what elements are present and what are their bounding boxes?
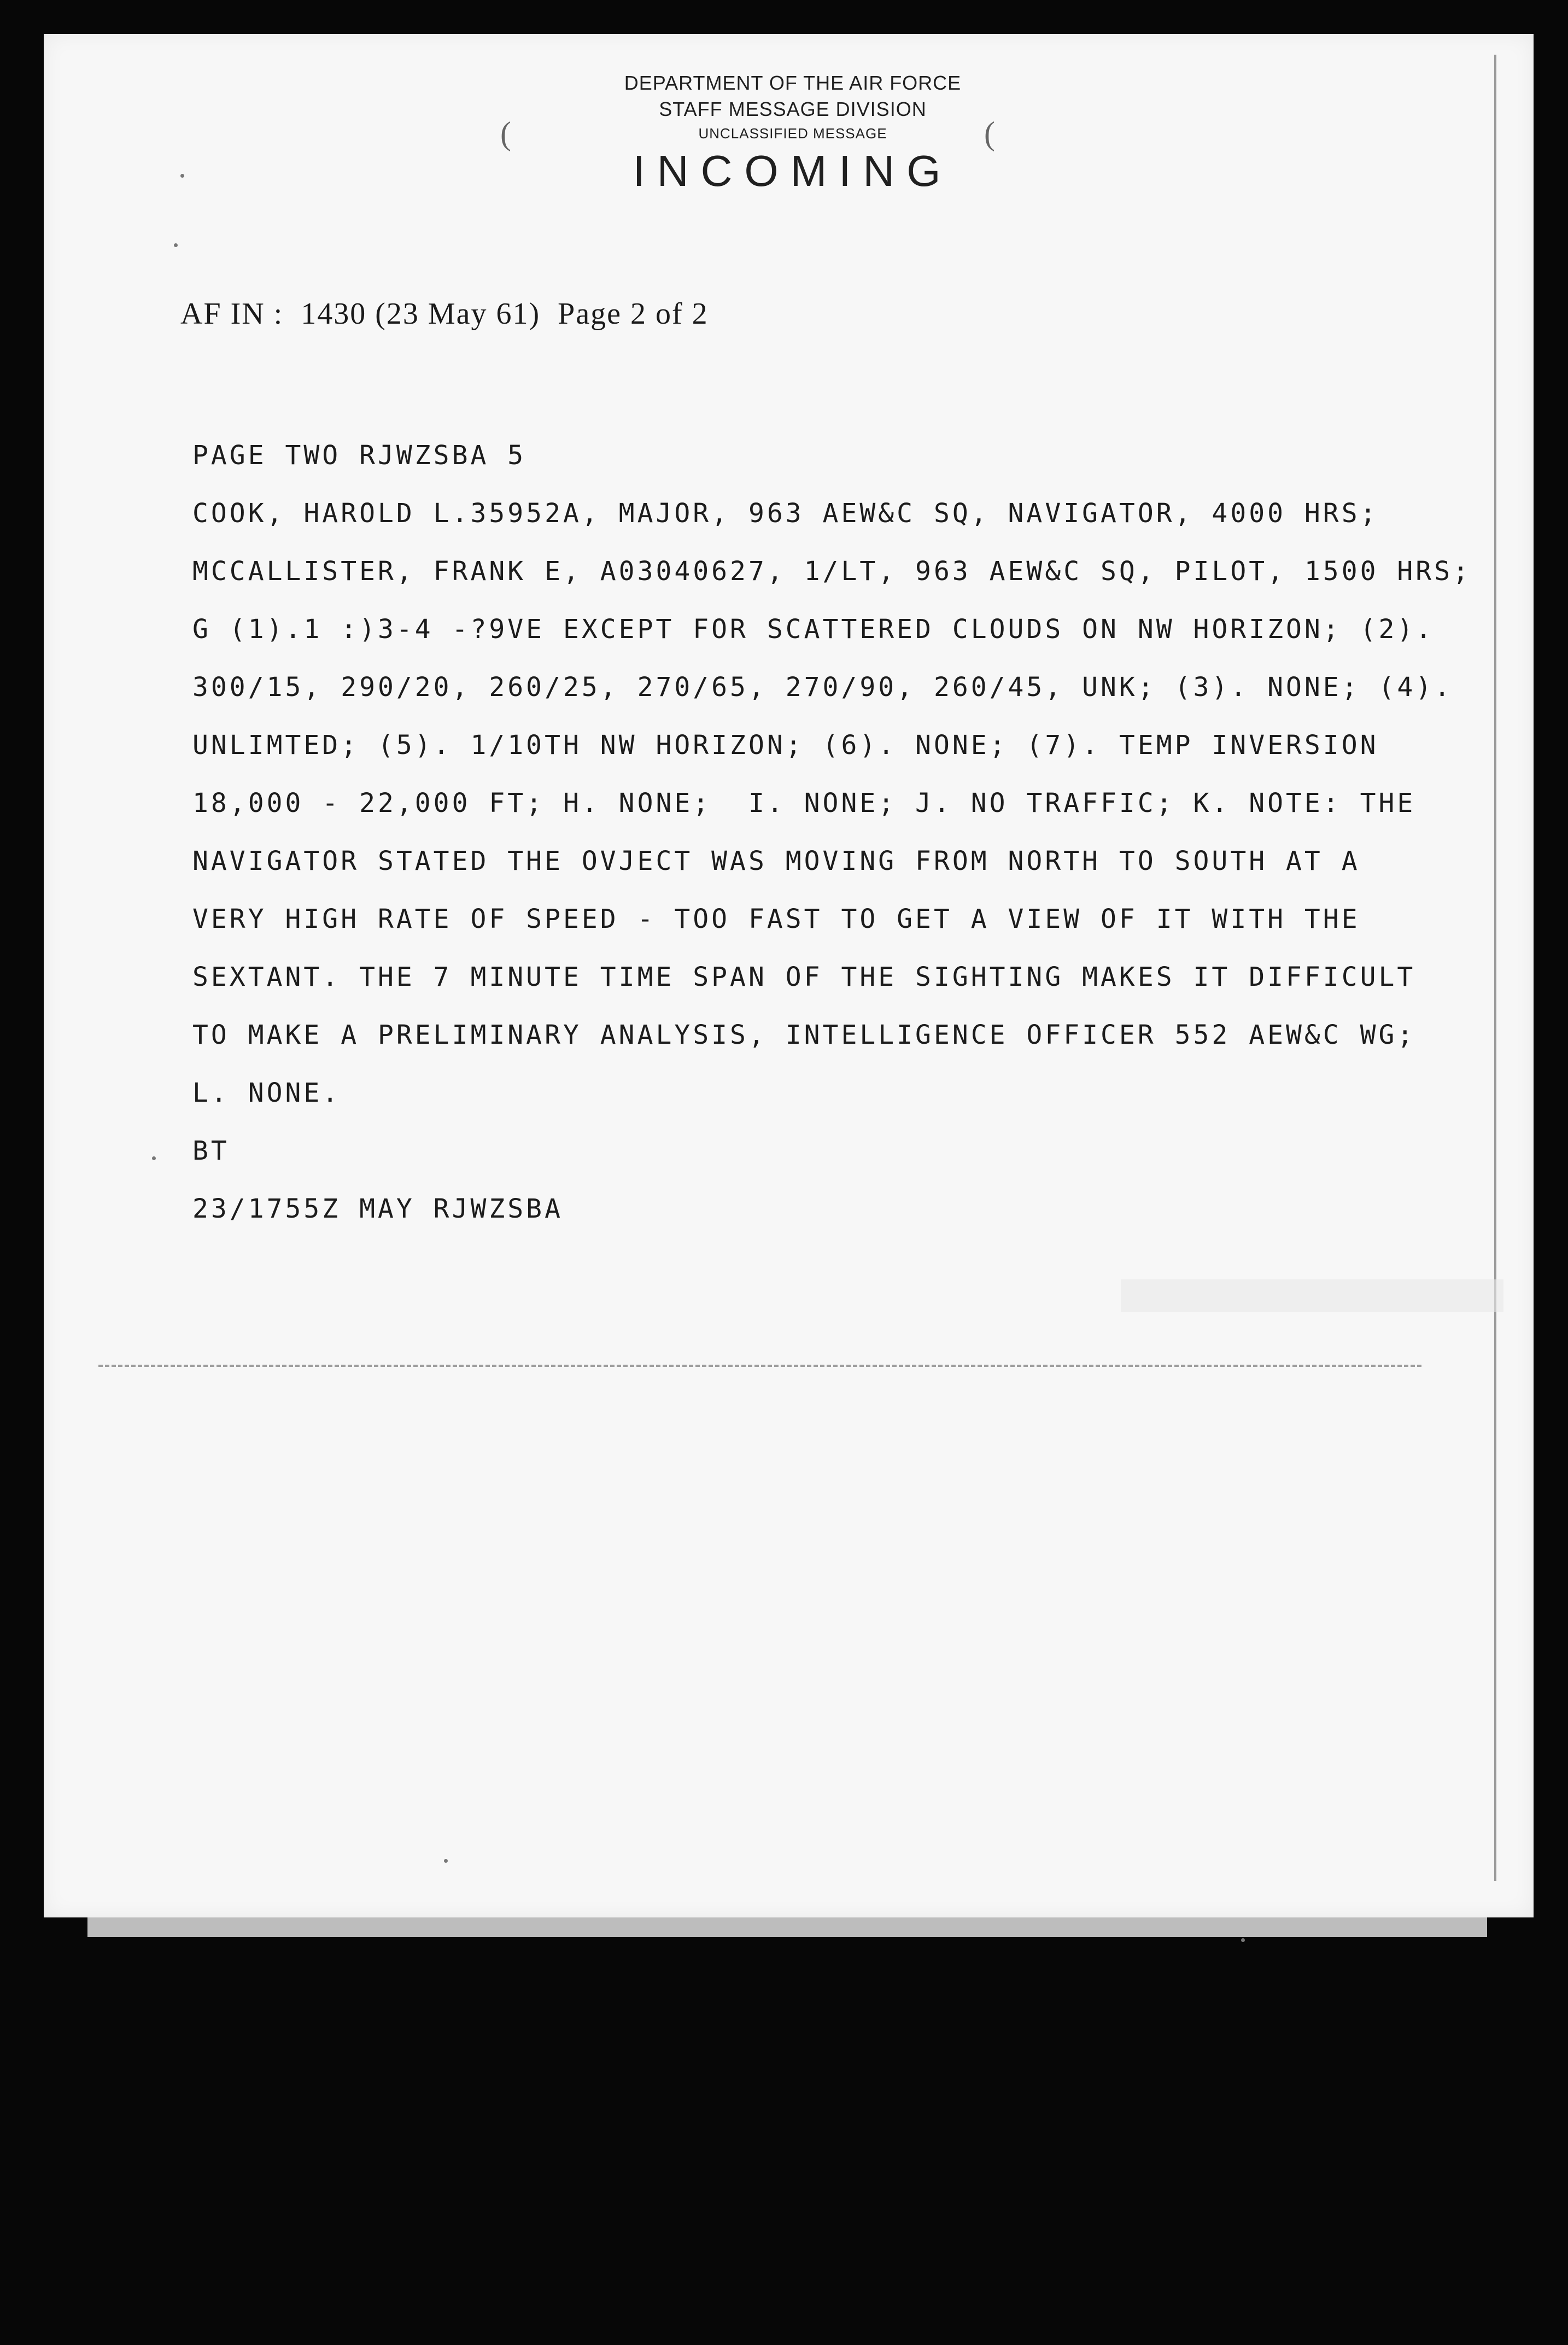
body-line: TO MAKE A PRELIMINARY ANALYSIS, INTELLIGENCE OFFICER 552 AEW&C WG;	[192, 1020, 1416, 1050]
body-line: G (1).1 :)3-4 -?9VE EXCEPT FOR SCATTERED CLOUDS ON NW HORIZON; (2).	[192, 614, 1435, 645]
smudge-mark	[1121, 1279, 1503, 1312]
speck	[180, 174, 184, 178]
sheet-shadow	[87, 1916, 1487, 1937]
body-line: SEXTANT. THE 7 MINUTE TIME SPAN OF THE SIGHTING MAKES IT DIFFICULT	[192, 962, 1416, 992]
department-title: DEPARTMENT OF THE AIR FORCE	[624, 72, 962, 94]
body-line: BT	[192, 1136, 230, 1166]
tear-line	[98, 1365, 1421, 1369]
body-line: COOK, HAROLD L.35952A, MAJOR, 963 AEW&C SQ, NAVIGATOR, 4000 HRS;	[192, 498, 1379, 529]
body-line: 18,000 - 22,000 FT; H. NONE; I. NONE; J. NO TRAFFIC; K. NOTE: THE	[192, 788, 1416, 818]
body-line: UNLIMTED; (5). 1/10TH NW HORIZON; (6). NONE; (7). TEMP INVERSION	[192, 730, 1379, 761]
message-body	[192, 426, 1494, 1238]
body-line: VERY HIGH RATE OF SPEED - TOO FAST TO GET A VIEW OF IT WITH THE	[192, 904, 1360, 934]
speck	[1241, 1938, 1245, 1942]
body-line: 23/1755Z MAY RJWZSBA	[192, 1194, 563, 1224]
body-line: NAVIGATOR STATED THE OVJECT WAS MOVING FROM NORTH TO SOUTH AT A	[192, 846, 1360, 876]
right-edge-rule	[1494, 55, 1496, 1881]
speck	[152, 1156, 156, 1160]
body-line: PAGE TWO RJWZSBA 5	[192, 440, 526, 471]
message-reference: AF IN : 1430 (23 May 61) Page 2 of 2	[180, 297, 709, 331]
body-line: MCCALLISTER, FRANK E, A03040627, 1/LT, 963 AEW&C SQ, PILOT, 1500 HRS;	[192, 556, 1471, 587]
speck	[444, 1859, 448, 1863]
right-paren-mark: (	[984, 115, 995, 151]
classification-label: UNCLASSIFIED MESSAGE	[698, 125, 887, 142]
speck	[174, 243, 178, 247]
body-line: L. NONE.	[192, 1078, 341, 1108]
direction-label: INCOMING	[633, 147, 953, 195]
left-paren-mark: (	[500, 115, 511, 151]
message-header	[547, 70, 1039, 196]
division-title: STAFF MESSAGE DIVISION	[659, 98, 927, 120]
body-line: 300/15, 290/20, 260/25, 270/65, 270/90, 260/45, UNK; (3). NONE; (4).	[192, 672, 1453, 703]
